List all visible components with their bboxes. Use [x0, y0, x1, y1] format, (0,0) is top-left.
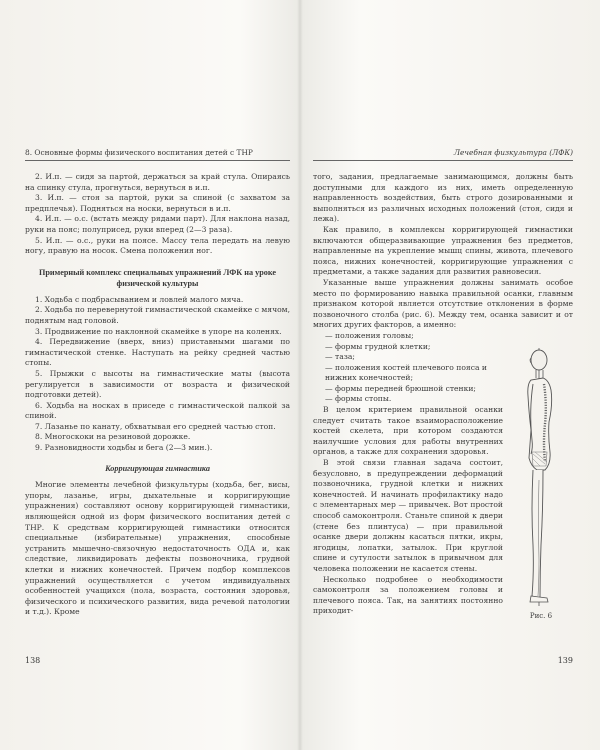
left-page-body [25, 172, 290, 618]
list-item: 2. Ходьба по перевернутой гимнастической скамейке с мячом, поднятым над головой. [25, 305, 290, 325]
list-item: — таза; [325, 352, 355, 362]
list-item: 8. Многоскоки на резиновой дорожке. [35, 432, 191, 442]
list-item: — положения костей плечевого пояса и нижних конечностей; [325, 362, 487, 383]
posture-figure [509, 340, 573, 610]
leg-shape [532, 470, 543, 598]
list-item: — формы грудной клетки; [325, 341, 431, 351]
page-number-left: 138 [25, 656, 41, 665]
subsection-heading: Корригирующая гимнастика [105, 463, 210, 473]
list-item: 4. Передвижение (вверх, вниз) приставными шагами по гимнастической стенке. Наступать на рейку средней частью стопы. [25, 337, 290, 368]
list-item: — положения головы; [325, 330, 414, 340]
list-item: — формы передней брюшной стенки; [325, 383, 476, 393]
body-paragraph: того, задания, предлагаемые занимающимся, должны быть доступными для каждого из них, иметь определенную направленность воздействия, быть строго дозированными и выполняться из различных исходных положений (стоя, сидя и лежа). [313, 172, 573, 224]
list-item: 9. Разновидности ходьбы и бега (2—3 мин.). [35, 443, 213, 453]
body-paragraph: Указанные выше упражнения должны занимать особое место по формированию навыка правильной осанки, главным признаком которой является отсутствие отклонения в форме позвоночного столба (рис. 6). Между тем, осанка зависит и от многих других факторов, а именно: [313, 277, 573, 330]
list-item: 7. Лазанье по канату, обхватывая его средней частью стоп. [35, 421, 276, 431]
list-item: 6. Ходьба на носках в приседе с гимнастической палкой за спиной. [25, 400, 290, 421]
right-text-column [313, 331, 503, 617]
lfk-exercise-list [25, 295, 290, 454]
list-item: 5. И.п. — о.с., руки на поясе. Массу тела передать на левую ногу, правую на носок. Смена положения ног. [25, 235, 290, 256]
body-paragraph: В этой связи главная задача состоит, безусловно, в предупреждении деформаций позвоночника, грудной клетки и нижних конечностей. И начинать профилактику надо с элементарных мер — привычек. Вот простой способ самоконтроля. Станьте спиной к двери (стене без плинтуса) — при правильной осанке двери должны касаться пятки, икры, ягодицы, лопатки, затылок. При круглой спине и сутулости затылок в привычном для человека положении не касается стены. [313, 458, 503, 573]
body-paragraph: Несколько подробнее о необходимости самоконтроля за положением головы и плечевого пояса. Так, на занятиях постоянно приходит- [313, 574, 503, 616]
list-item: 2. И.п. — сидя за партой, держаться за край стула. Опираясь на спинку стула, прогнуться, вернуться в и.п. [25, 172, 290, 192]
body-paragraph: Многие элементы лечебной физкультуры (ходьба, бег, висы, упоры, лазанье, игры, дыхательные и корригирующие упражнения) составляют основу корригирующей гимнастики, являющейся одной из форм физического воспитания детей с ТНР. К средствам корригирующей гимнастики относятся специальные (избирательные) упражнения, способные устранить мышечно-связочную недостаточность ОДА и, как следствие, ликвидировать дефекты позвоночника, грудной клетки и нижних конечностей. Причем подбор комплексов упражнений осуществляется с учетом индивидуальных особенностей учащихся (пола, возраста, состояния здоровья, физического и психического развития, вида речевой патологии и т.д.). Кроме [25, 480, 290, 617]
list-item: — формы стопы. [325, 394, 392, 404]
right-page [313, 148, 573, 665]
standing-figure-illustration [509, 340, 573, 610]
figure-caption: Рис. 6 [529, 612, 553, 620]
head-shape [531, 350, 547, 370]
list-item: 3. Продвижение по наклонной скамейке в упоре на коленях. [35, 326, 282, 336]
right-running-header: Лечебная физкультура (ЛФК) [313, 148, 573, 161]
body-paragraph: Как правило, в комплексы корригирующей гимнастики включаются общеразвивающие упражнения без предметов, направленные на укрепление мышц спины, живота, плечевого пояса, нижних конечностей, корригирующие упражнения с предметами, а также задания для развития равновесия. [313, 224, 573, 277]
list-item: 3. И.п. — стоя за партой, руки за спиной (с захватом за предплечья). Подняться на носки, вернуться в и.п. [25, 193, 290, 213]
list-item: 1. Ходьба с подбрасыванием и ловлей малого мяча. [35, 294, 244, 304]
posture-factors-list [313, 331, 503, 405]
list-item: 4. И.п. — о.с. (встать между рядами парт). Для наклона назад, руки на пояс; полуприсед, руки вперед (2—3 раза). [25, 214, 290, 234]
foot-shape [530, 596, 548, 602]
section-heading: Примерный комплекс специальных упражнений ЛФК на уроке физической культуры [38, 267, 276, 288]
left-page [25, 148, 290, 665]
left-running-header: 8. Основные формы физического воспитания детей с ТНР [25, 148, 290, 161]
body-paragraph: В целом критерием правильной осанки следует считать такое взаиморасположение костей скелета, при котором создаются наилучшие условия для работы внутренних органов, а также для сохранения здоровья. [313, 405, 503, 457]
page-number-right: 139 [557, 656, 573, 665]
intro-exercise-list [25, 172, 290, 257]
list-item: 5. Прыжки с высоты на гимнастические маты (высота регулируется в зависимости от возраста и физической подготовки детей). [25, 368, 290, 400]
